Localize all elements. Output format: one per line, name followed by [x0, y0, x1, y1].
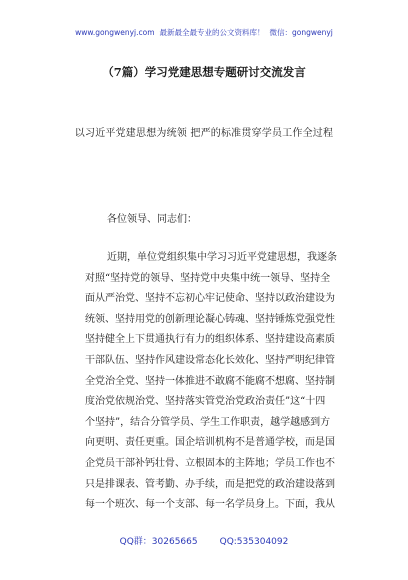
salutation: 各位领导、同志们：: [107, 214, 197, 225]
body-line: 干部队伍、坚持作风建设常态化长效化、坚持严明纪律管: [85, 354, 335, 366]
wechat-id: gongwenyj: [292, 28, 333, 37]
body-line: 全党治全党、坚持一体推进不敢腐不能腐不想腐、坚持制: [85, 375, 335, 387]
body-line: 只是排课表、管考勤、办手续，而是把党的政治建设落到: [85, 478, 335, 490]
qq-group: QQ群：30265665: [119, 537, 198, 547]
body-line: 近期，单位党组织集中学习习近平党建思想，我逐条: [107, 252, 337, 263]
site-link-left[interactable]: www.gongwenyj.com: [75, 28, 155, 37]
document-subtitle: 以习近平党建思想为统领 把严的标准贯穿学员工作全过程: [74, 128, 334, 139]
body-line: 坚持健全上下贯通执行有力的组织体系、坚持建设高素质: [85, 334, 335, 346]
body-line: 个坚持”，结合分管学员、学生工作职责，越学越感到方: [85, 416, 331, 428]
page-footer: [0, 534, 408, 547]
page-header: [0, 27, 408, 38]
qq-number: QQ:535304092: [219, 537, 289, 547]
body-line: 统领、坚持用党的创新理论凝心铸魂、坚持锤炼党强党性: [85, 313, 335, 325]
body-line: 每一个班次、每一个支部、每一名学员身上。下面，我从: [85, 499, 335, 511]
body-line: 度治党依规治党、坚持落实管党治党政治责任”这“十四: [85, 396, 326, 408]
body-line: 面从严治党、坚持不忘初心牢记使命、坚持以政治建设为: [85, 293, 335, 305]
wechat-label: 微信：: [269, 28, 292, 37]
document-title: （7篇）学习党建思想专题研讨交流发言: [102, 65, 306, 79]
body-line: 向更明、责任更重。国企培训机构不是普通学校，而是国: [85, 437, 335, 449]
body-line: 企党员干部补钙壮骨、立根固本的主阵地；学员工作也不: [85, 457, 335, 469]
site-slogan: 最新最全最专业的公文资料库！: [159, 28, 265, 37]
body-line: 对照“坚持党的领导、坚持党中央集中统一领导、坚持全: [85, 272, 331, 284]
body-paragraph: [85, 248, 347, 516]
